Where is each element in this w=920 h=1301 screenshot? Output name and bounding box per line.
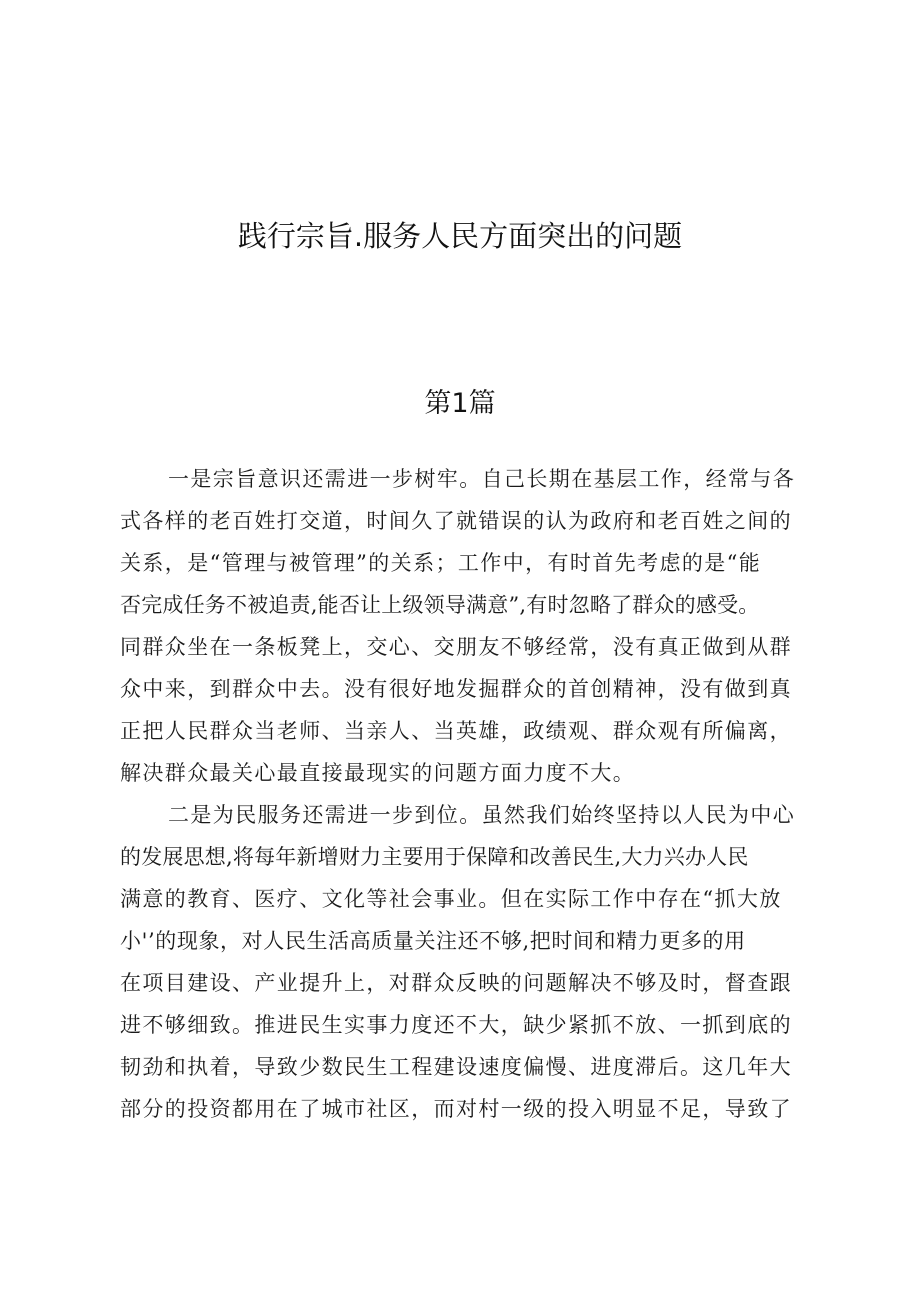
paragraph-line: 部分的投资都用在了城市社区，而对村一级的投入明显不足，导致了 <box>120 1097 792 1121</box>
paragraph-line: 在项目建设、产业提升上，对群众反映的问题解决不够及时，督查跟 <box>120 971 792 995</box>
paragraph-line: 同群众坐在一条板凳上，交心、交朋友不够经常，没有真正做到从群 <box>120 635 792 659</box>
paragraph-line: 一是宗旨意识还需进一步树牢。自己长期在基层工作，经常与各 <box>168 467 796 491</box>
paragraph-1 <box>120 458 820 794</box>
paragraph-2 <box>120 794 820 1130</box>
paragraph-line: 关系，是“管理与被管理”的关系；工作中，有时首先考虑的是“能 <box>120 551 762 575</box>
section-heading: 第1篇 <box>424 388 496 419</box>
paragraph-line: 进不够细致。推进民生实事力度还不大，缺少紧抓不放、一抓到底的 <box>120 1013 792 1037</box>
document-body <box>120 458 820 1130</box>
paragraph-line: 否完成任务不被追责,能否让上级领导满意”,有时忽略了群众的感受。 <box>120 593 760 617</box>
document-title: 践行宗旨.服务人民方面突出的问题 <box>237 219 683 253</box>
paragraph-line: 众中来，到群众中去。没有很好地发掘群众的首创精神，没有做到真 <box>120 677 792 701</box>
paragraph-line: 满意的教育、医疗、文化等社会事业。但在实际工作中存在“抓大放 <box>120 887 782 911</box>
paragraph-line: 解决群众最关心最直接最现实的问题方面力度不大。 <box>120 761 636 785</box>
paragraph-line: 小'’的现象，对人民生活高质量关注还不够,把时间和精力更多的用 <box>120 929 746 953</box>
paragraph-line: 的发展思想,将每年新增财力主要用于保障和改善民生,大力兴办人民 <box>120 845 749 869</box>
paragraph-line: 韧劲和执着，导致少数民生工程建设速度偏慢、进度滞后。这几年大 <box>120 1055 792 1079</box>
paragraph-line: 式各样的老百姓打交道，时间久了就错误的认为政府和老百姓之间的 <box>120 509 792 533</box>
paragraph-line: 二是为民服务还需进一步到位。虽然我们始终坚持以人民为中心 <box>168 803 796 827</box>
paragraph-line: 正把人民群众当老师、当亲人、当英雄，政绩观、群众观有所偏离， <box>120 719 792 743</box>
